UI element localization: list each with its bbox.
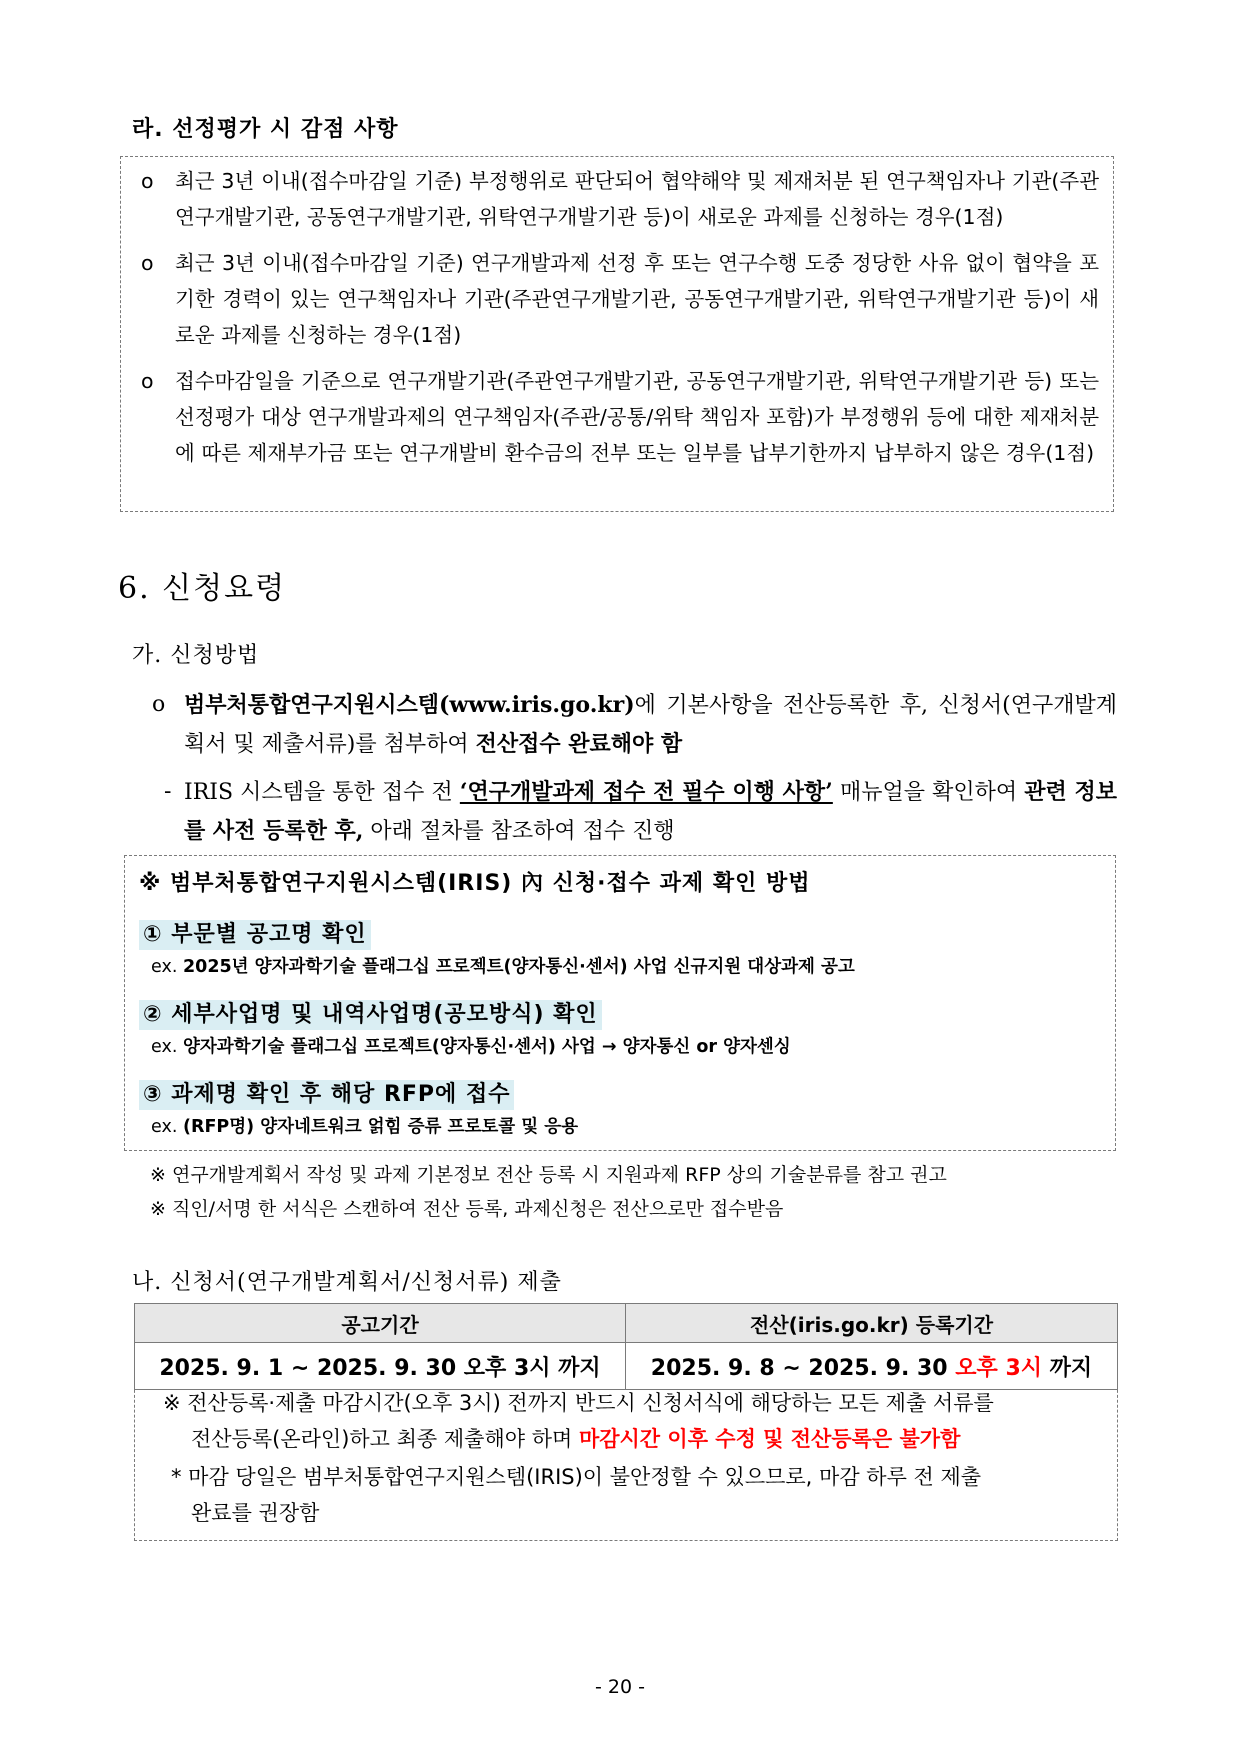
deadline-note-text: 전산등록(온라인)하고 최종 제출해야 하며	[191, 1427, 579, 1451]
note-1: ※ 연구개발계획서 작성 및 과제 기본정보 전산 등록 시 지원과제 RFP 상의 기술분류를 참고 권고	[150, 1164, 947, 1186]
penalty-item-text: 접수마감일을 기준으로 연구개발기관(주관연구개발기관, 공동연구개발기관, 위탁연구개발기관 등) 또는 선정평가 대상 연구개발과제의 연구책임자(주관/공통/위탁 책임자 포함)가 부정행위 등에 대한 제재처분에 따른 제재부가금 또는 연구개발비 환수금의 전부 또는 일부를 납부기한까지 납부하지 않은 경우(1점)	[175, 369, 1099, 465]
method-paragraph	[152, 686, 1117, 764]
penalty-item-text: 최근 3년 이내(접수마감일 기준) 부정행위로 판단되어 협약해약 및 제재처분 된 연구책임자나 기관(주관연구개발기관, 공동연구개발기관, 위탁연구개발기관 등)이 새로운 과제를 신청하는 경우(1점)	[175, 169, 1099, 229]
penalty-box	[120, 156, 1114, 512]
step-2-example	[151, 1034, 791, 1060]
section-heading: 6. 신청요령	[118, 571, 287, 606]
method-emphasis: 전산접수 완료해야 함	[475, 731, 683, 757]
step-2-label: ② 세부사업명 및 내역사업명(공모방식) 확인	[139, 1000, 602, 1030]
dash: -	[164, 779, 172, 804]
deadline-note-box	[134, 1385, 1118, 1541]
penalty-item-3	[141, 363, 1099, 471]
bullet: o	[141, 169, 154, 193]
col-header-announcement: 공고기간	[135, 1304, 626, 1343]
announcement-period: 2025. 9. 1 ~ 2025. 9. 30 오후 3시 까지	[135, 1343, 626, 1390]
penalty-heading: 라. 선정평가 시 감점 사항	[132, 117, 399, 142]
penalty-item-1	[141, 163, 1099, 235]
method-text: 에 기본사항을 전산등록한 후, 신청서(연구개발계획서 및 제출서류)를 첨부하여	[184, 693, 1117, 757]
howto-box	[124, 855, 1116, 1151]
ex-label: ex.	[151, 957, 178, 977]
note-2: ※ 직인/서명 한 서식은 스캔하여 전산 등록, 과제신청은 전산으로만 접수받음	[150, 1198, 784, 1220]
step-1-example	[151, 954, 855, 980]
bullet: o	[141, 369, 154, 393]
ex-text: (RFP명) 양자네트워크 얽힘 증류 프로토콜 및 응용	[182, 1117, 579, 1137]
method-heading: 가. 신청방법	[132, 643, 260, 668]
registration-dates: 2025. 9. 8 ~ 2025. 9. 30	[650, 1355, 956, 1381]
submit-heading: 나. 신청서(연구개발계획서/신청서류) 제출	[132, 1270, 562, 1295]
schedule-table	[134, 1303, 1118, 1390]
registration-period	[626, 1343, 1118, 1390]
ex-label: ex.	[151, 1037, 178, 1057]
step-3-example	[151, 1114, 578, 1140]
manual-name: ‘연구개발과제 접수 전 필수 이행 사항’	[459, 779, 833, 805]
subparagraph-text: 아래 절차를 참조하여 접수 진행	[363, 819, 675, 844]
deadline-star-line-1: * 마감 당일은 범부처통합연구지원스템(IRIS)이 불안정할 수 있으므로, 마감 하루 전 제출	[171, 1465, 982, 1489]
page-number: - 20 -	[595, 1676, 645, 1698]
howto-title: ※ 범부처통합연구지원시스템(IRIS) 內 신청·접수 과제 확인 방법	[139, 871, 811, 896]
penalty-item-text: 최근 3년 이내(접수마감일 기준) 연구개발과제 선정 후 또는 연구수행 도중 정당한 사유 없이 협약을 포기한 경력이 있는 연구책임자나 기관(주관연구개발기관, 공동연구개발기관, 위탁연구개발기관 등)이 새로운 과제를 신청하는 경우(1점)	[175, 251, 1099, 347]
bullet: o	[141, 251, 154, 275]
ex-text: 양자과학기술 플래그십 프로젝트(양자통신·센서) 사업 → 양자통신 or 양자센싱	[182, 1037, 791, 1057]
registration-deadline-time: 오후 3시	[955, 1355, 1043, 1381]
subparagraph-text: IRIS 시스템을 통한 접수 전	[184, 780, 460, 805]
deadline-warning: 마감시간 이후 수정 및 전산등록은 불가함	[578, 1427, 961, 1451]
ex-label: ex.	[151, 1117, 178, 1137]
deadline-star-line-2: 완료를 권장함	[191, 1501, 320, 1525]
registration-until: 까지	[1042, 1355, 1093, 1381]
deadline-note-line-1: ※ 전산등록·제출 마감시간(오후 3시) 전까지 반드시 신청서식에 해당하는 모든 제출 서류를	[163, 1391, 994, 1415]
step-3-label: ③ 과제명 확인 후 해당 RFP에 접수	[139, 1080, 514, 1110]
ex-text: 2025년 양자과학기술 플래그십 프로젝트(양자통신·센서) 사업 신규지원 대상과제 공고	[182, 957, 855, 977]
penalty-item-2	[141, 245, 1099, 353]
subparagraph-emphasis: 관련 정보를 사전 등록한 후,	[184, 779, 1117, 844]
bullet: o	[152, 692, 166, 717]
deadline-note-line-2	[191, 1421, 960, 1457]
method-subparagraph	[164, 773, 1117, 851]
col-header-registration: 전산(iris.go.kr) 등록기간	[626, 1304, 1118, 1343]
step-1-label: ① 부문별 공고명 확인	[139, 920, 371, 950]
subparagraph-text: 매뉴얼을 확인하여	[832, 780, 1025, 805]
iris-system-name: 범부처통합연구지원시스템(www.iris.go.kr)	[184, 692, 635, 718]
